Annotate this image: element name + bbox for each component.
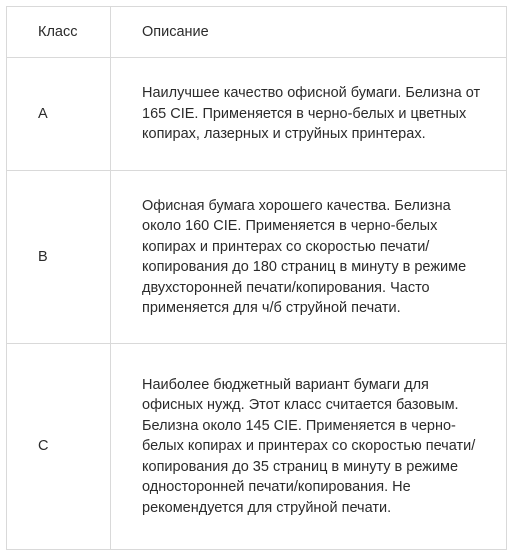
class-cell: A <box>7 58 111 171</box>
table-header-row <box>7 7 507 58</box>
class-cell: B <box>7 171 111 344</box>
table-row <box>7 171 507 344</box>
table-row <box>7 58 507 171</box>
paper-class-table <box>6 6 507 550</box>
description-cell: Офисная бумага хорошего качества. Белизна около 160 CIE. Применяется в черно-белых копирах и принтерах со скоростью печати/копирования до 180 страниц в минуту в режиме двухсторонней печати/копирования. Часто применяется для ч/б струйной печати. <box>111 171 507 344</box>
class-cell: C <box>7 344 111 550</box>
description-cell: Наиболее бюджетный вариант бумаги для офисных нужд. Этот класс считается базовым. Белизна около 145 CIE. Применяется в черно-белых копирах и принтерах со скоростью печати/копирования до 35 страниц в минуту в режиме односторонней печати/копирования. Не рекомендуется для струйной печати. <box>111 344 507 550</box>
header-description: Описание <box>111 7 507 58</box>
paper-class-table-container <box>6 6 506 549</box>
table-row <box>7 344 507 550</box>
header-class: Класс <box>7 7 111 58</box>
description-cell: Наилучшее качество офисной бумаги. Белизна от 165 CIE. Применяется в черно-белых и цветных копирах, лазерных и струйных принтерах. <box>111 58 507 171</box>
